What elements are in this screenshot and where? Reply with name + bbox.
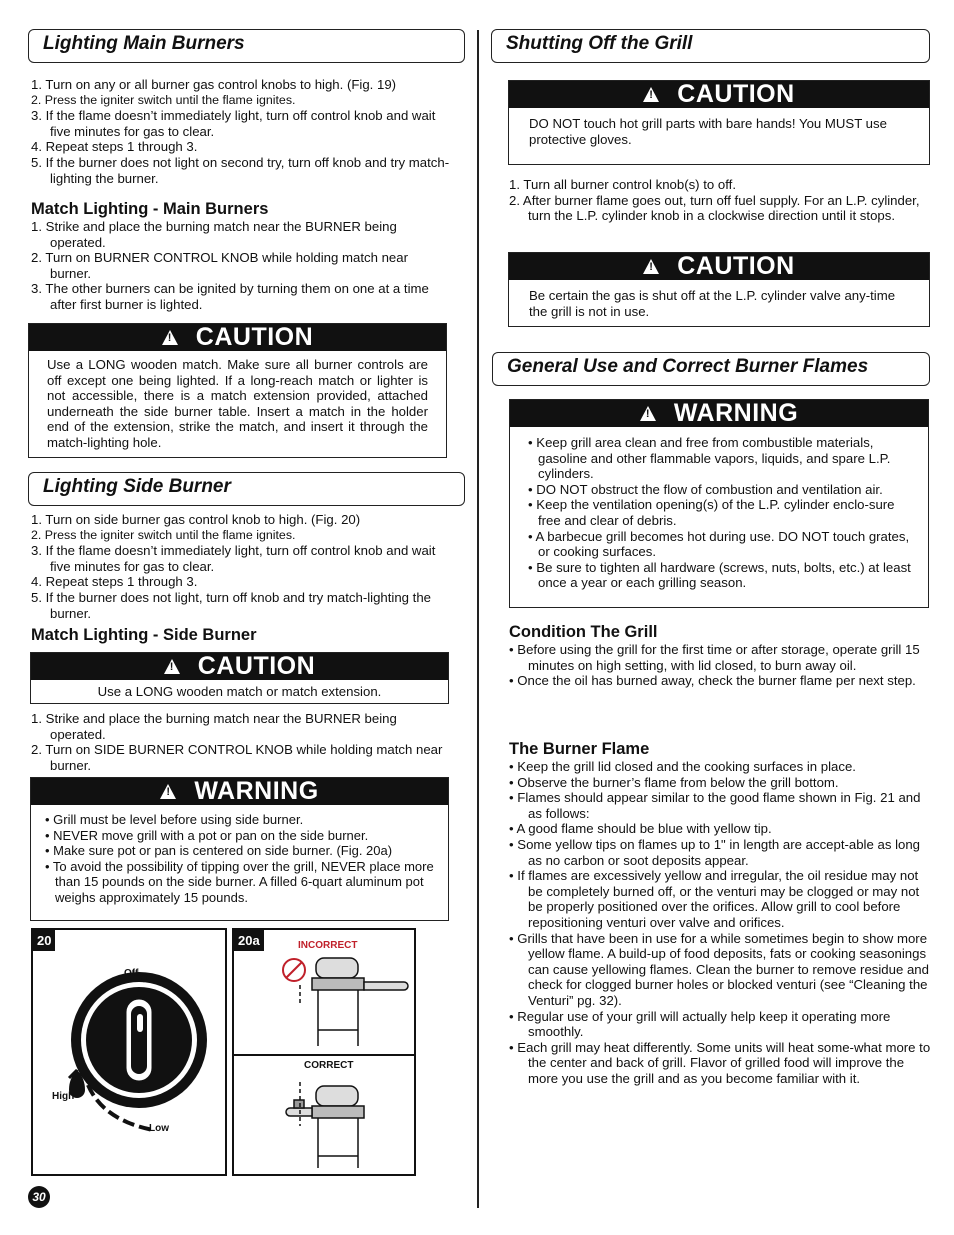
list-item: • If flames are excessively yellow and irregular, the oil residue may not be completely burned off, or the venturi may be clogged or may not be properly positioned over the orifices. Allow grill to cool before repositioning venturi over valve and orifices. <box>509 868 920 930</box>
list-item: • A barbecue grill becomes hot during use. DO NOT touch grates, or cooking surfaces. <box>528 528 910 560</box>
list-item: • Make sure pot or pan is centered on side burner. (Fig. 20a) <box>45 843 393 859</box>
list-item: 1. Turn on side burner gas control knob to high. (Fig. 20) <box>31 512 361 527</box>
list-item: • Before using the grill for the first time or after storage, operate grill 15 minutes on high setting, with lid closed, to burn away oil. <box>509 642 920 673</box>
list-item: • Keep the ventilation opening(s) of the L.P. cylinder enclo-sure free and clear of debris. <box>528 497 895 528</box>
list-item: 1. Turn on any or all burner gas control knobs to high. (Fig. 19) <box>31 77 397 92</box>
list-item: 1. Strike and place the burning match near the BURNER being operated. <box>31 219 397 250</box>
subheading-condition: Condition The Grill <box>509 623 658 641</box>
list-item: • Grills that have been in use for a while sometimes begin to show more yellow flame. A build-up of food deposits, fats or cooking seasonings can cause yellowing flames. Clean the burner to remove residue and check for clogged burner holes or blocked venturi (see “Cleaning the Venturi” pg. 32). <box>509 930 929 1008</box>
list-item: 2. Press the igniter switch until the flame ignites. <box>31 527 296 542</box>
low-label: Low <box>149 1123 169 1134</box>
match-main-steps <box>31 219 451 313</box>
caution-label: CAUTION <box>195 323 314 351</box>
caution-text: Use a LONG wooden match or match extension. <box>97 684 382 699</box>
figure-20a-grill <box>232 928 416 1176</box>
caution-label: CAUTION <box>677 80 795 108</box>
list-item: 1. Strike and place the burning match near the BURNER being operated. <box>31 711 397 742</box>
list-item: • To avoid the possibility of tipping over the grill, NEVER place more than 15 pounds on the side burner. A filled 6-quart aluminum pot weighs approximately 15 pounds. <box>45 858 434 905</box>
list-item: • Keep the grill lid closed and the cooking surfaces in place. <box>509 759 856 774</box>
list-item: • Flames should appear similar to the good flame shown in Fig. 21 and as follows: <box>509 790 921 821</box>
caution-label: CAUTION <box>677 252 795 280</box>
list-item: • Once the oil has burned away, check the burner flame per next step. <box>509 673 916 689</box>
lighting-side-steps <box>31 512 451 621</box>
section-heading-lighting-side-burner: Lighting Side Burner <box>28 472 465 506</box>
list-item: 2. Press the igniter switch until the flame ignites. <box>31 92 296 107</box>
high-label: High <box>52 1091 75 1102</box>
list-item: • NEVER move grill with a pot or pan on the side burner. <box>45 827 369 843</box>
section-heading-lighting-main-burners: Lighting Main Burners <box>28 29 465 63</box>
section-heading-general-use: General Use and Correct Burner Flames <box>492 352 930 386</box>
caution-box-match <box>28 323 447 458</box>
list-item: 5. If the burner does not light on second try, turn off knob and try match-lighting the burner. <box>31 154 450 186</box>
caution-banner <box>29 324 446 351</box>
list-item: • Grill must be level before using side burner. <box>45 812 304 827</box>
warning-box-general <box>509 399 929 608</box>
list-item: • A good flame should be blue with yellow tip. <box>509 821 772 837</box>
warning-triangle-icon <box>162 330 178 345</box>
column-divider <box>477 30 479 1208</box>
list-item: • Some yellow tips on flames up to 1" in length are accept-able as long as no carbon or soot deposits appear. <box>509 836 921 868</box>
grill-illustration <box>234 930 414 1174</box>
warning-triangle-icon <box>164 659 180 674</box>
page-number: 30 <box>28 1186 50 1208</box>
list-item: 3. If the flame doesn’t immediately light, turn off control knob and wait five minutes for gas to clear. <box>31 543 436 574</box>
figure-20-knob <box>31 928 227 1176</box>
warning-banner <box>510 400 928 427</box>
correct-label: CORRECT <box>304 1060 354 1071</box>
section-heading-shutting-off: Shutting Off the Grill <box>491 29 930 63</box>
caution-text: Be certain the gas is shut off at the L.P. cylinder valve any-time the grill is not in use. <box>529 288 896 319</box>
burner-flame-list <box>509 759 931 1086</box>
caution-label: CAUTION <box>197 652 316 680</box>
list-item: • Keep grill area clean and free from combustible materials, gasoline and other flammable vapors, liquids, and spare L.P. cylinders. <box>528 435 891 482</box>
caution-box-hot-parts <box>508 80 930 165</box>
match-side-steps <box>31 711 451 773</box>
list-item: 2. After burner flame goes out, turn off fuel supply. For an L.P. cylinder, turn the L.P. cylinder knob in a clockwise direction until it stops. <box>509 192 920 224</box>
list-item: 1. Turn all burner control knob(s) to off. <box>509 177 736 192</box>
list-item: 5. If the burner does not light, turn off knob and try match-lighting the burner. <box>31 589 432 621</box>
warning-label: WARNING <box>194 777 319 805</box>
caution-text: DO NOT touch hot grill parts with bare hands! You MUST use protective gloves. <box>529 116 887 147</box>
caution-banner <box>31 653 448 680</box>
shutting-steps <box>509 177 931 224</box>
off-label: Off <box>124 968 139 979</box>
list-item: 3. If the flame doesn’t immediately light, turn off control knob and wait five minutes for gas to clear. <box>31 108 436 139</box>
figure-number: 20a <box>234 930 264 951</box>
caution-box-gas-shutoff <box>508 252 930 327</box>
caution-box-side <box>30 652 449 704</box>
warning-list <box>31 805 448 913</box>
condition-list <box>509 642 931 689</box>
warning-label: WARNING <box>673 399 799 427</box>
incorrect-label: INCORRECT <box>298 940 358 951</box>
list-item: • DO NOT obstruct the flow of combustion and ventilation air. <box>528 481 883 497</box>
caution-banner <box>509 81 929 108</box>
subheading-burner-flame: The Burner Flame <box>509 740 650 758</box>
figure-number: 20 <box>33 930 55 951</box>
list-item: • Be sure to tighten all hardware (screws, nuts, bolts, etc.) at least once a year or each grilling season. <box>528 559 911 591</box>
list-item: 4. Repeat steps 1 through 3. <box>31 574 198 590</box>
warning-box-side-burner <box>30 777 449 921</box>
lighting-main-steps <box>31 77 451 186</box>
warning-triangle-icon <box>640 406 656 421</box>
warning-triangle-icon <box>643 259 659 274</box>
list-item: • Regular use of your grill will actually help keep it operating more smoothly. <box>509 1008 891 1040</box>
list-item: 2. Turn on SIDE BURNER CONTROL KNOB while holding match near burner. <box>31 742 443 773</box>
warning-banner <box>31 778 448 805</box>
caution-banner <box>509 253 929 280</box>
warning-triangle-icon <box>643 87 659 102</box>
caution-text: Use a LONG wooden match. Make sure all burner controls are off except one being lighted. If a long-reach match or lighter is not accessible, there is a match extension provided, attached underneath the side burner table. Insert a match in the holder end of the extension, strike the match, and insert it through the match-lighting hole. <box>47 357 428 450</box>
list-item: 2. Turn on BURNER CONTROL KNOB while holding match near burner. <box>31 250 408 281</box>
list-item: 3. The other burners can be ignited by turning them on one at a time after first burner is lighted. <box>31 281 429 312</box>
subheading-match-main: Match Lighting - Main Burners <box>31 200 269 218</box>
list-item: 4. Repeat steps 1 through 3. <box>31 139 198 155</box>
warning-triangle-icon <box>160 784 176 799</box>
subheading-match-side: Match Lighting - Side Burner <box>31 626 257 644</box>
list-item: • Observe the burner’s flame from below the grill bottom. <box>509 774 839 790</box>
warning-list <box>510 427 928 591</box>
list-item: • Each grill may heat differently. Some units will heat some-what more to the center and back of grill. Flavor of grilled food will improve the more you use the grill and as you become familiar with it. <box>509 1039 931 1086</box>
burner-knob-illustration <box>33 930 225 1174</box>
